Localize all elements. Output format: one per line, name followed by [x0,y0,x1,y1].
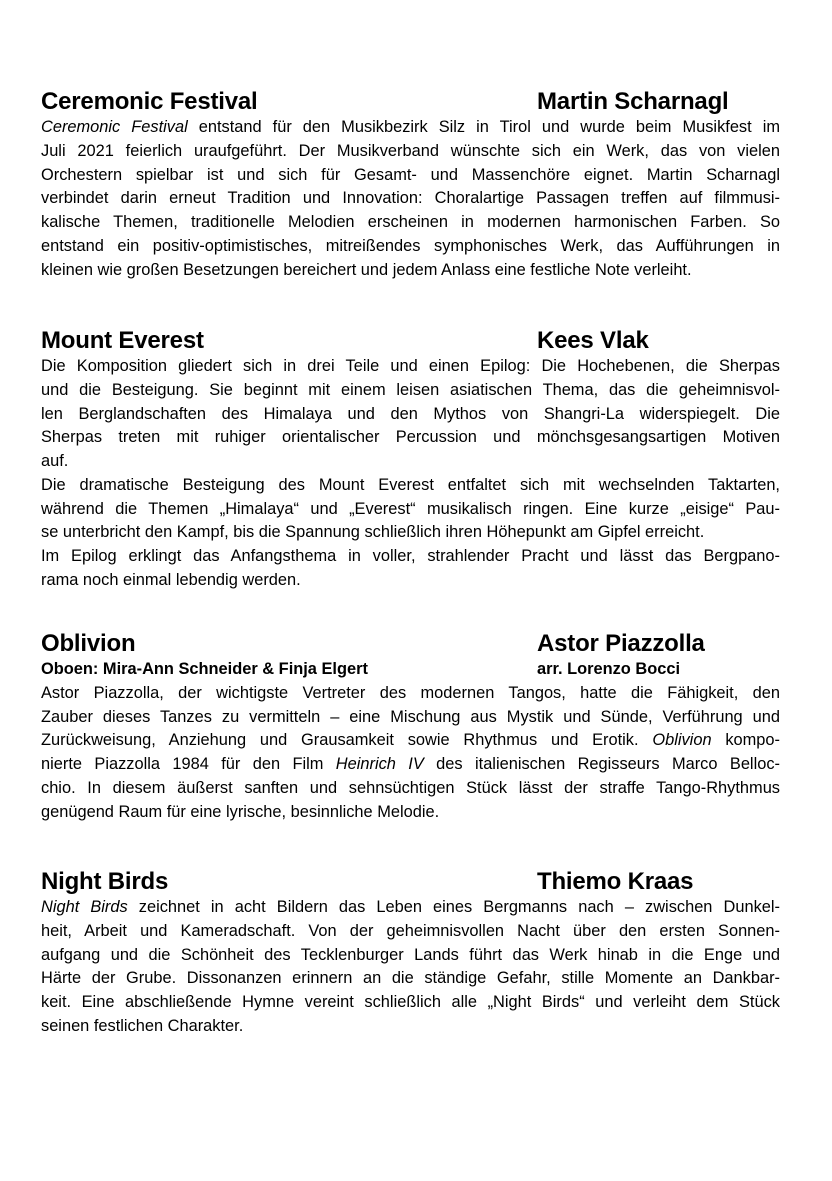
paragraph [41,355,780,474]
text-line: chio. In diesem äußerst sanften und sehnsüchtigen Stück lässt der straffe Tango-Rhythmus [41,778,780,797]
text-line: se unterbricht den Kampf, bis die Spannung schließlich ihren Höhepunkt am Gipfel erreicht. [41,523,705,542]
text-line: len Berglandschaften des Himalaya und den Mythos von Shangri-La widerspiegelt. Die [41,404,780,423]
paragraph [41,116,780,282]
piece-soloists: Oboen: Mira-Ann Schneider & Finja Elgert [41,660,368,678]
text-line: rama noch einmal lebendig werden. [41,570,301,589]
text-line: Orchestern spielbar ist und sich für Gesamt- und Massenchöre eignet. Martin Scharnagl [41,165,780,184]
piece-heading-row [41,630,780,658]
piece-heading-row [41,868,780,896]
piece-arranger: arr. Lorenzo Bocci [537,660,681,678]
text-line: genügend Raum für eine lyrische, besinnliche Melodie. [41,802,440,821]
paragraph [41,474,780,545]
paragraph [41,682,780,825]
text-line: Ceremonic Festival entstand für den Musikbezirk Silz in Tirol und wurde beim Musikfest im [41,118,780,136]
text-line: kleinen wie großen Besetzungen bereichert und jedem Anlass eine festliche Note verleiht. [41,260,692,279]
text-line: Juli 2021 feierlich uraufgeführt. Der Musikverband wünschte sich ein Werk, das von vielen [41,141,780,160]
text-line: Im Epilog erklingt das Anfangsthema in voller, strahlender Pracht und lässt das Bergpano- [41,547,780,565]
program-notes-content [41,88,780,1039]
piece-composer: Thiemo Kraas [537,868,694,895]
piece-heading-row [41,88,780,116]
piece-title: Night Birds [41,868,169,895]
text-line: heit, Arbeit und Kameradschaft. Von der geheimnisvollen Nacht über den ersten Sonnen- [41,921,780,940]
piece-section-night-birds [41,868,780,1039]
piece-heading-row [41,327,780,355]
piece-subtitle-row [41,658,780,682]
text-line: verbindet darin erneut Tradition und Innovation: Choralartige Passagen treffen auf filmmusi- [41,189,780,208]
piece-section-ceremonic-festival [41,88,780,282]
text-line: nierte Piazzolla 1984 für den Film Heinrich IV des italienischen Regisseurs Marco Belloc- [41,755,780,773]
piece-composer: Martin Scharnagl [537,88,729,115]
text-line: Zauber dieses Tanzes zu vermitteln – eine Mischung aus Mystik und Sünde, Verführung und [41,707,780,726]
text-line: entstand ein positiv-optimistisches, mitreißendes symphonisches Werk, das Aufführungen in [41,236,780,255]
text-line: keit. Eine abschließende Hymne vereint schließlich alle „Night Birds“ und verleiht dem Stück [41,993,780,1011]
text-line: Night Birds zeichnet in acht Bildern das Leben eines Bergmanns nach – zwischen Dunkel- [41,898,780,916]
text-line: auf. [41,452,69,470]
piece-title: Ceremonic Festival [41,88,258,115]
text-line: aufgang und die Schönheit des Tecklenburger Lands führt das Werk hinab in die Enge und [41,945,780,964]
piece-section-mount-everest [41,327,780,593]
text-line: und die Besteigung. Sie beginnt mit einem leisen asiatischen Thema, das die geheimnisvol- [41,380,780,399]
paragraph [41,545,780,593]
text-line: Die Komposition gliedert sich in drei Teile und einen Epilog: Die Hochebenen, die Sherpas [41,357,780,375]
piece-composer: Kees Vlak [537,327,649,354]
text-line: kalische Themen, traditionelle Melodien erscheinen in modernen harmonischen Farben. So [41,213,780,231]
piece-title: Oblivion [41,630,136,657]
piece-composer: Astor Piazzolla [537,630,705,657]
piece-title: Mount Everest [41,327,204,354]
piece-section-oblivion [41,630,780,824]
paragraph [41,896,780,1039]
text-line: Astor Piazzolla, der wichtigste Vertreter des modernen Tangos, hatte die Fähigkeit, den [41,683,780,702]
text-line: seinen festlichen Charakter. [41,1016,244,1035]
text-line: Die dramatische Besteigung des Mount Everest entfaltet sich mit wechselnden Taktarten, [41,475,780,494]
text-line: Sherpas treten mit ruhiger orientalischer Percussion und mönchsgesangsartigen Motiven [41,428,780,447]
text-line: Zurückweisung, Anziehung und Grausamkeit sowie Rhythmus und Erotik. Oblivion kompo- [41,731,780,750]
text-line: während die Themen „Himalaya“ und „Everest“ musikalisch ringen. Eine kurze „eisige“ Pau- [41,499,780,518]
text-line: Härte der Grube. Dissonanzen erinnern an die ständige Gefahr, stille Momente an Dankbar- [41,969,780,988]
